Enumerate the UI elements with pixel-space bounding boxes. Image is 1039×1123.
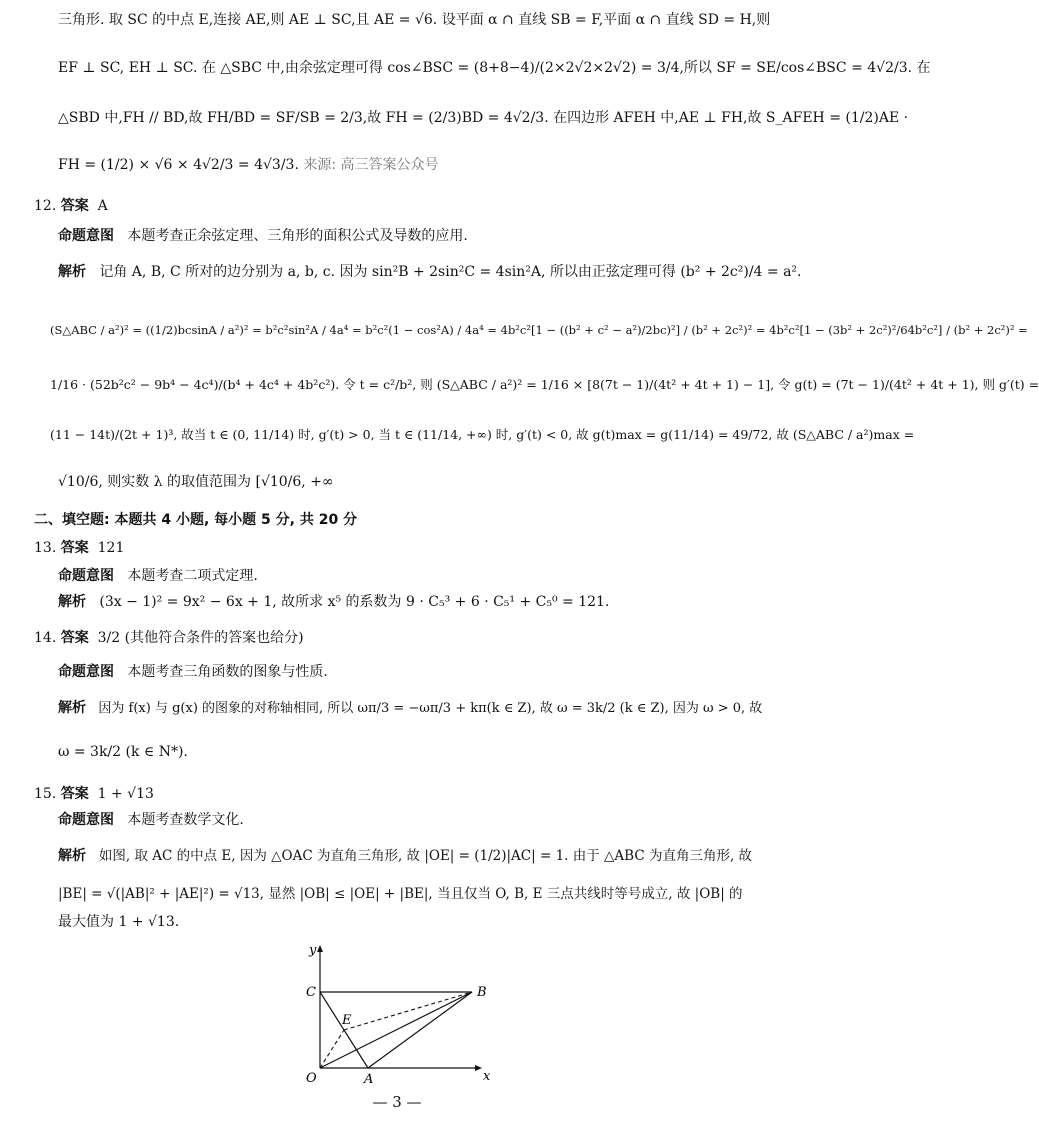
q14-analysis-text-1: 因为 f(x) 与 g(x) 的图象的对称轴相同, 所以 ωπ/3 = −ωπ/3 + kπ(k ∈ Z), 故 ω = 3k/2 (k ∈ Z), 因为 ω > 0, 故 [98,701,763,716]
q12-intent: 本题考查正余弦定理、三角形的面积公式及导数的应用. [127,228,468,244]
q12-answer-label: 答案 [60,198,89,214]
q13-intent-label: 命题意图 [58,568,114,584]
label-e: E [342,1013,352,1028]
q13-answer-label: 答案 [60,540,89,556]
label-x: x [483,1069,491,1084]
section-2-heading: 二、填空题: 本题共 4 小题, 每小题 5 分, 共 20 分 [34,512,358,528]
page-number: — 3 — [372,1093,422,1111]
q15-intent: 本题考查数学文化. [127,812,244,828]
q14-answer-line [34,628,304,648]
q12-analysis-label: 解析 [58,264,86,280]
q14-analysis-label: 解析 [58,700,86,716]
q15-number: 15. [34,786,57,802]
q14-answer-label: 答案 [60,630,89,646]
q15-analysis-text-1: 如图, 取 AC 的中点 E, 因为 △OAC 为直角三角形, 故 |OE| = (1/2)|AC| = 1. 由于 △ABC 为直角三角形, 故 [98,848,753,864]
q12-analysis-line-5: √10/6, 则实数 λ 的取值范围为 [√10/6, +∞ [58,474,334,490]
q12-analysis-line-2: (S△ABC / a²)² = ((1/2)bcsinA / a²)² = b²c²sin²A / 4a⁴ = b²c²(1 − cos²A) / 4a⁴ = 4b²c²[1 − ((b² + c² − a²)/2bc)²] / (b² + 2c²)² = 4b²c²[1 − (3b² + 2c²)²/64b²c²] / (b² + 2c²)² = [50,323,1028,337]
q14-analysis-line-2: ω = 3k/2 (k ∈ N*). [58,744,188,760]
q15-answer-line [34,784,154,804]
q15-analysis-line-1 [58,846,752,866]
q12-analysis-line-3: 1/16 · (52b²c² − 9b⁴ − 4c⁴)/(b⁴ + 4c⁴ + 4b²c²). 令 t = c²/b², 则 (S△ABC / a²)² = 1/16 × [8(7t − 1)/(4t² + 4t + 1) − 1], 令 g(t) = (7t − 1)/(4t² + 4t + 1), 则 g′(t) = [50,377,1039,392]
q14-intent-line [58,662,328,682]
label-y: y [309,943,317,958]
q15-analysis-line-3: 最大值为 1 + √13. [58,914,180,930]
q14-number: 14. [34,630,57,646]
label-b: B [477,985,487,1000]
q12-analysis-line-1 [58,262,801,282]
q12-answer: A [97,198,108,214]
segment-ob [320,992,472,1068]
q15-answer-label: 答案 [60,786,89,802]
segment-ab [368,992,472,1068]
q15-answer: 1 + √13 [97,786,154,802]
header-line-2: EF ⊥ SC, EH ⊥ SC. 在 △SBC 中,由余弦定理可得 cos∠BSC = (8+8−4)/(2×2√2×2√2) = 3/4,所以 SF = SE/cos∠BSC = 4√2/3. 在 [58,60,931,76]
q13-answer: 121 [97,540,125,556]
q12-number: 12. [34,198,57,214]
q14-intent: 本题考查三角函数的图象与性质. [127,664,328,680]
q13-number: 13. [34,540,57,556]
x-axis-arrow [475,1065,482,1071]
watermark-text: 来源: 高三答案公众号 [303,157,439,173]
label-c: C [306,985,316,1000]
q14-intent-label: 命题意图 [58,664,114,680]
q12-analysis-line-4: (11 − 14t)/(2t + 1)³, 故当 t ∈ (0, 11/14) 时, g′(t) > 0, 当 t ∈ (11/14, +∞) 时, g′(t) < 0, 故 g(t)max = g(11/14) = 49/72, 故 (S△ABC / a²)max = [50,427,915,442]
geometry-figure [300,940,500,1090]
q12-intent-label: 命题意图 [58,228,114,244]
q15-intent-line [58,810,244,830]
q13-answer-line [34,538,124,558]
header-line-3: △SBD 中,FH // BD,故 FH/BD = SF/SB = 2/3,故 FH = (2/3)BD = 4√2/3. 在四边形 AFEH 中,AE ⊥ FH,故 S_AFEH = (1/2)AE · [58,110,909,126]
q12-answer-line [34,196,108,216]
q14-answer: 3/2 (其他符合条件的答案也给分) [97,630,304,646]
q14-analysis-line-1 [58,698,762,719]
y-axis-arrow [317,945,323,952]
label-a: A [364,1072,374,1087]
header-line-4 [58,155,439,175]
header-line-4-text: FH = (1/2) × √6 × 4√2/3 = 4√3/3. [58,157,299,173]
q15-analysis-label: 解析 [58,848,86,864]
q13-analysis-line [58,592,609,612]
q13-analysis-label: 解析 [58,594,86,610]
q13-analysis-text: (3x − 1)² = 9x² − 6x + 1, 故所求 x⁵ 的系数为 9 · C₅³ + 6 · C₅¹ + C₅⁰ = 121. [99,594,610,610]
header-line-1: 三角形. 取 SC 的中点 E,连接 AE,则 AE ⊥ SC,且 AE = √6. 设平面 α ∩ 直线 SB = F,平面 α ∩ 直线 SD = H,则 [58,12,771,28]
label-o: O [306,1071,317,1086]
q13-intent-line [58,566,258,586]
q13-intent: 本题考查二项式定理. [127,568,258,584]
q15-intent-label: 命题意图 [58,812,114,828]
q12-intent-line [58,226,468,246]
q15-analysis-line-2: |BE| = √(|AB|² + |AE|²) = √13, 显然 |OB| ≤ |OE| + |BE|, 当且仅当 O, B, E 三点共线时等号成立, 故 |OB| 的 [58,886,743,902]
q12-analysis-text-1: 记角 A, B, C 所对的边分别为 a, b, c. 因为 sin²B + 2sin²C = 4sin²A, 所以由正弦定理可得 (b² + 2c²)/4 = a². [99,264,802,280]
